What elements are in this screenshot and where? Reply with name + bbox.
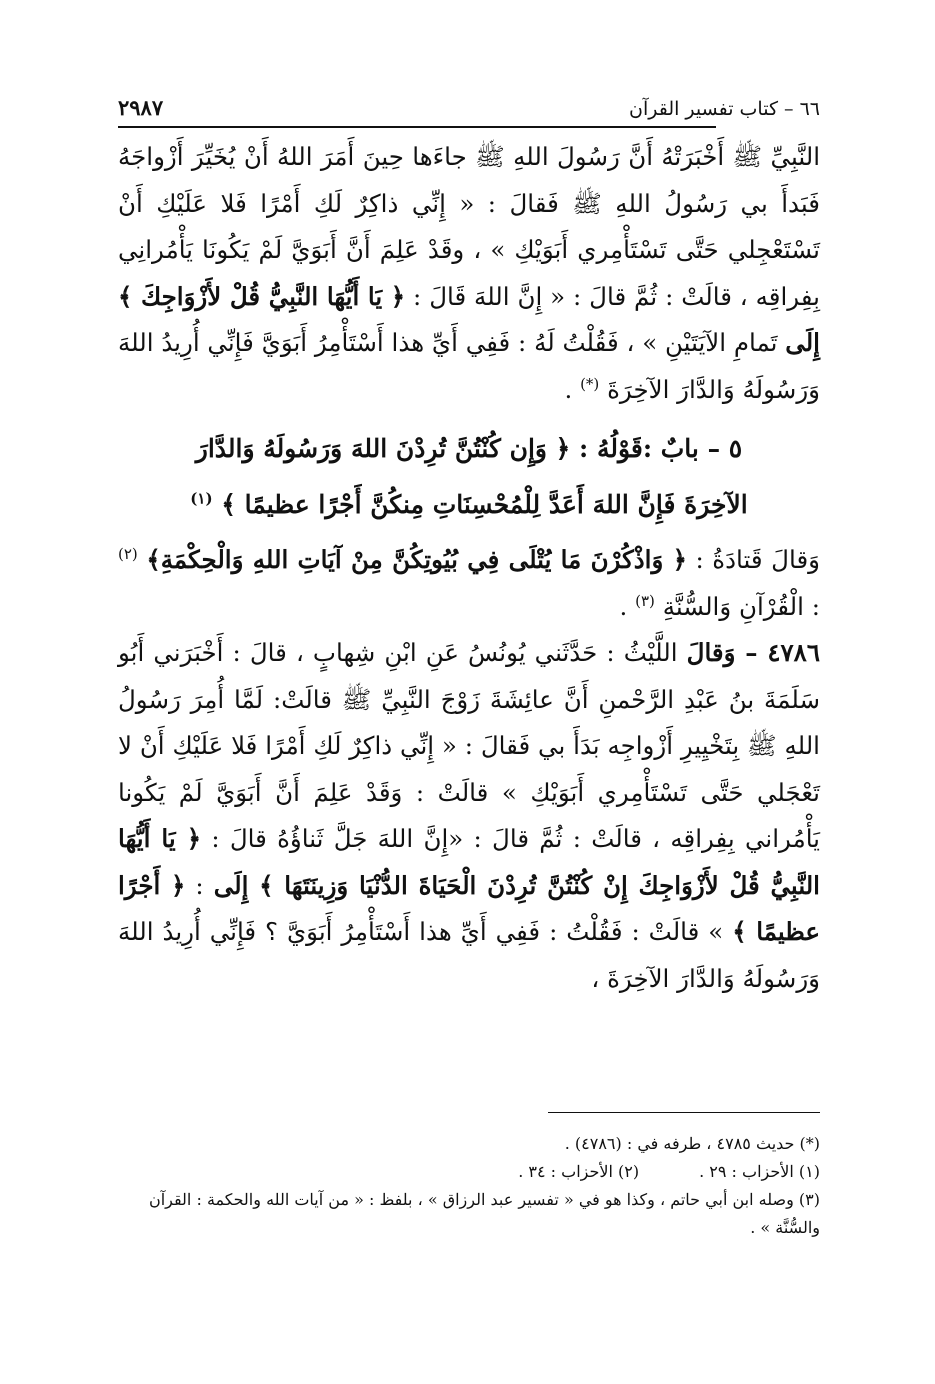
intro-text: النَّبِيِّ ﷺ أَخْبَرَتْهُ أَنَّ رَسُولَ اللهِ ﷺ جاءَها حِينَ أَمَرَ اللهُ أَنْ يُخَيِّرَ أَزْواجَهُ فَبَدأَ بي رَسُولُ اللهِ ﷺ فَقالَ : « إِنِّي ذاكِرٌ لَكِ أَمْرًا فَلا عَلَيْكِ أَنْ تَسْتَعْجِلي حَتَّى تَسْتَأْمِري أَبَوَيْكِ » ، وقَدْ عَلِمَ أَنَّ أَبَوَيَّ لَمْ يَكُونَا يَأْمُرانِي بِفِراقِه ، قالَتْ : ثُمَّ قالَ : « إِنَّ اللهَ قَالَ : <box>118 142 820 311</box>
intro-verse: ﴿ يَا أَيُّهَا النَّبِيُّ قُلْ لأَزْوَاجِكَ ﴾ إِلَى <box>118 281 820 357</box>
footnote-2: (٢) الأحزاب : ٣٤ . <box>518 1162 640 1181</box>
main-text <box>118 134 820 1002</box>
hadith-colon: : <box>195 870 204 900</box>
document-page <box>118 86 820 1286</box>
page-number: ٢٩٨٧ <box>118 95 164 120</box>
chapter-line-1: ٥ – بابٌ :قَوْلُهُ : ﴿ وَإِن كُنْتُنَّ تُرِدْنَ اللهَ وَرَسُولَهُ وَالدَّارَ <box>195 434 743 463</box>
book-title: ٦٦ – كتاب تفسير القرآن <box>629 98 820 120</box>
footnote-3: (٣) وصله ابن أبي حاتم ، وكذا هو في « تفسير عبد الرزاق » ، بلفظ : « من آيات الله والحكمة : القرآن والسُّنَّة » . <box>148 1190 820 1237</box>
qatada-end: . <box>619 591 628 621</box>
hadith-verse-1: ﴿ يَا أَيُّهَا النَّبِيُّ قُلْ لأَزْوَاجِكَ إِنْ كُنْتُنَّ تُرِدْنَ الْحَيَاةَ الدُّنْيَا وَزِينَتَهَا ﴾ إِلَى <box>118 824 820 900</box>
page-header <box>118 86 820 120</box>
chapter-line-2: الآخِرَةَ فَإِنَّ اللهَ أَعَدَّ لِلْمُحْسِنَاتِ مِنكُنَّ أَجْرًا عظيمًا ﴾ <box>221 490 748 519</box>
intro-paragraph <box>118 134 820 413</box>
chapter-line-2-wrap <box>118 477 820 533</box>
qatada-footnote-mark-3: (٣) <box>635 591 655 610</box>
qatada-footnote-mark-2: (٢) <box>118 544 138 563</box>
footnote-row <box>118 1158 820 1186</box>
hadith-text: اللَّيْثُ : حَدَّثَني يُونُسُ عَنِ ابْنِ شِهابٍ ، قالَ : أَخْبَرَني أَبُو سَلَمَةَ بنُ عَبْدِ الرَّحْمنِ أَنَّ عائِشَةَ زَوْجَ النَّبِيِّ ﷺ قالَتْ: لَمَّا أُمِرَ رَسُولُ اللهِ ﷺ بِتَخْيِيرِ أَزْواجِه بَدَأَ بي فَقالَ : « إِنِّي ذاكِرٌ لَكِ أَمْرًا فَلا عَلَيْكِ أَنْ لا تَعْجَلي حَتَّى تَسْتَأْمِري أَبَوَيْكِ » قالَتْ : وَقَدْ عَلِمَ أَنَّ أَبَوَيَّ لَمْ يَكُونا يَأْمُراني بِفِراقِه ، قالَتْ : ثُمَّ قالَ : «إِنَّ اللهَ جَلَّ ثَناؤُهُ قالَ : <box>118 638 820 853</box>
header-rule <box>118 126 716 128</box>
qatada-explanation: : الْقُرْآنِ وَالسُّنَّةِ <box>662 591 820 621</box>
qatada-intro: وَقالَ قَتادَةُ : <box>695 545 820 574</box>
intro-end: . <box>564 374 573 404</box>
qatada-paragraph <box>118 537 820 630</box>
footnote-star: (*) حديث ٤٧٨٥ ، طرفه في : (٤٧٨٦) . <box>564 1134 820 1153</box>
intro-continuation: تَمامِ الآيَتَيْنِ » ، فَقُلْتُ لَهُ : فَفِي أَيِّ هذا أَسْتَأْمِرُ أَبَوَيَّ فَإِنِّي أُرِيدُ اللهَ وَرَسُولَهُ وَالدَّارَ الآخِرَةَ <box>118 328 820 404</box>
hadith-conclusion: » قالَتْ : فَقُلْتُ : فَفِي أَيِّ هذا أَسْتَأْمِرُ أَبَوَيَّ ؟ فَإِنِّي أُرِيدُ اللهَ وَرَسُولَهُ وَالدَّارَ الآخِرَةَ ، <box>118 917 820 993</box>
intro-footnote-mark: (*) <box>580 374 600 393</box>
footnote-1: (١) الأحزاب : ٢٩ . <box>699 1162 820 1181</box>
footnotes <box>118 1130 820 1242</box>
footnote-rule <box>548 1112 820 1113</box>
chapter-footnote-mark: (١) <box>190 489 213 508</box>
hadith-number: ٤٧٨٦ – وَقالَ <box>686 638 820 667</box>
hadith-paragraph <box>118 630 820 1002</box>
qatada-verse: ﴿ وَاذْكُرْنَ مَا يُتْلَى فِي بُيُوتِكُنَّ مِنْ آيَاتِ اللهِ وَالْحِكْمَةِ﴾ <box>146 545 687 574</box>
hadith-verse-2: ﴿ أَجْرًا عظيمًا ﴾ <box>118 870 820 946</box>
chapter-heading <box>118 421 820 533</box>
